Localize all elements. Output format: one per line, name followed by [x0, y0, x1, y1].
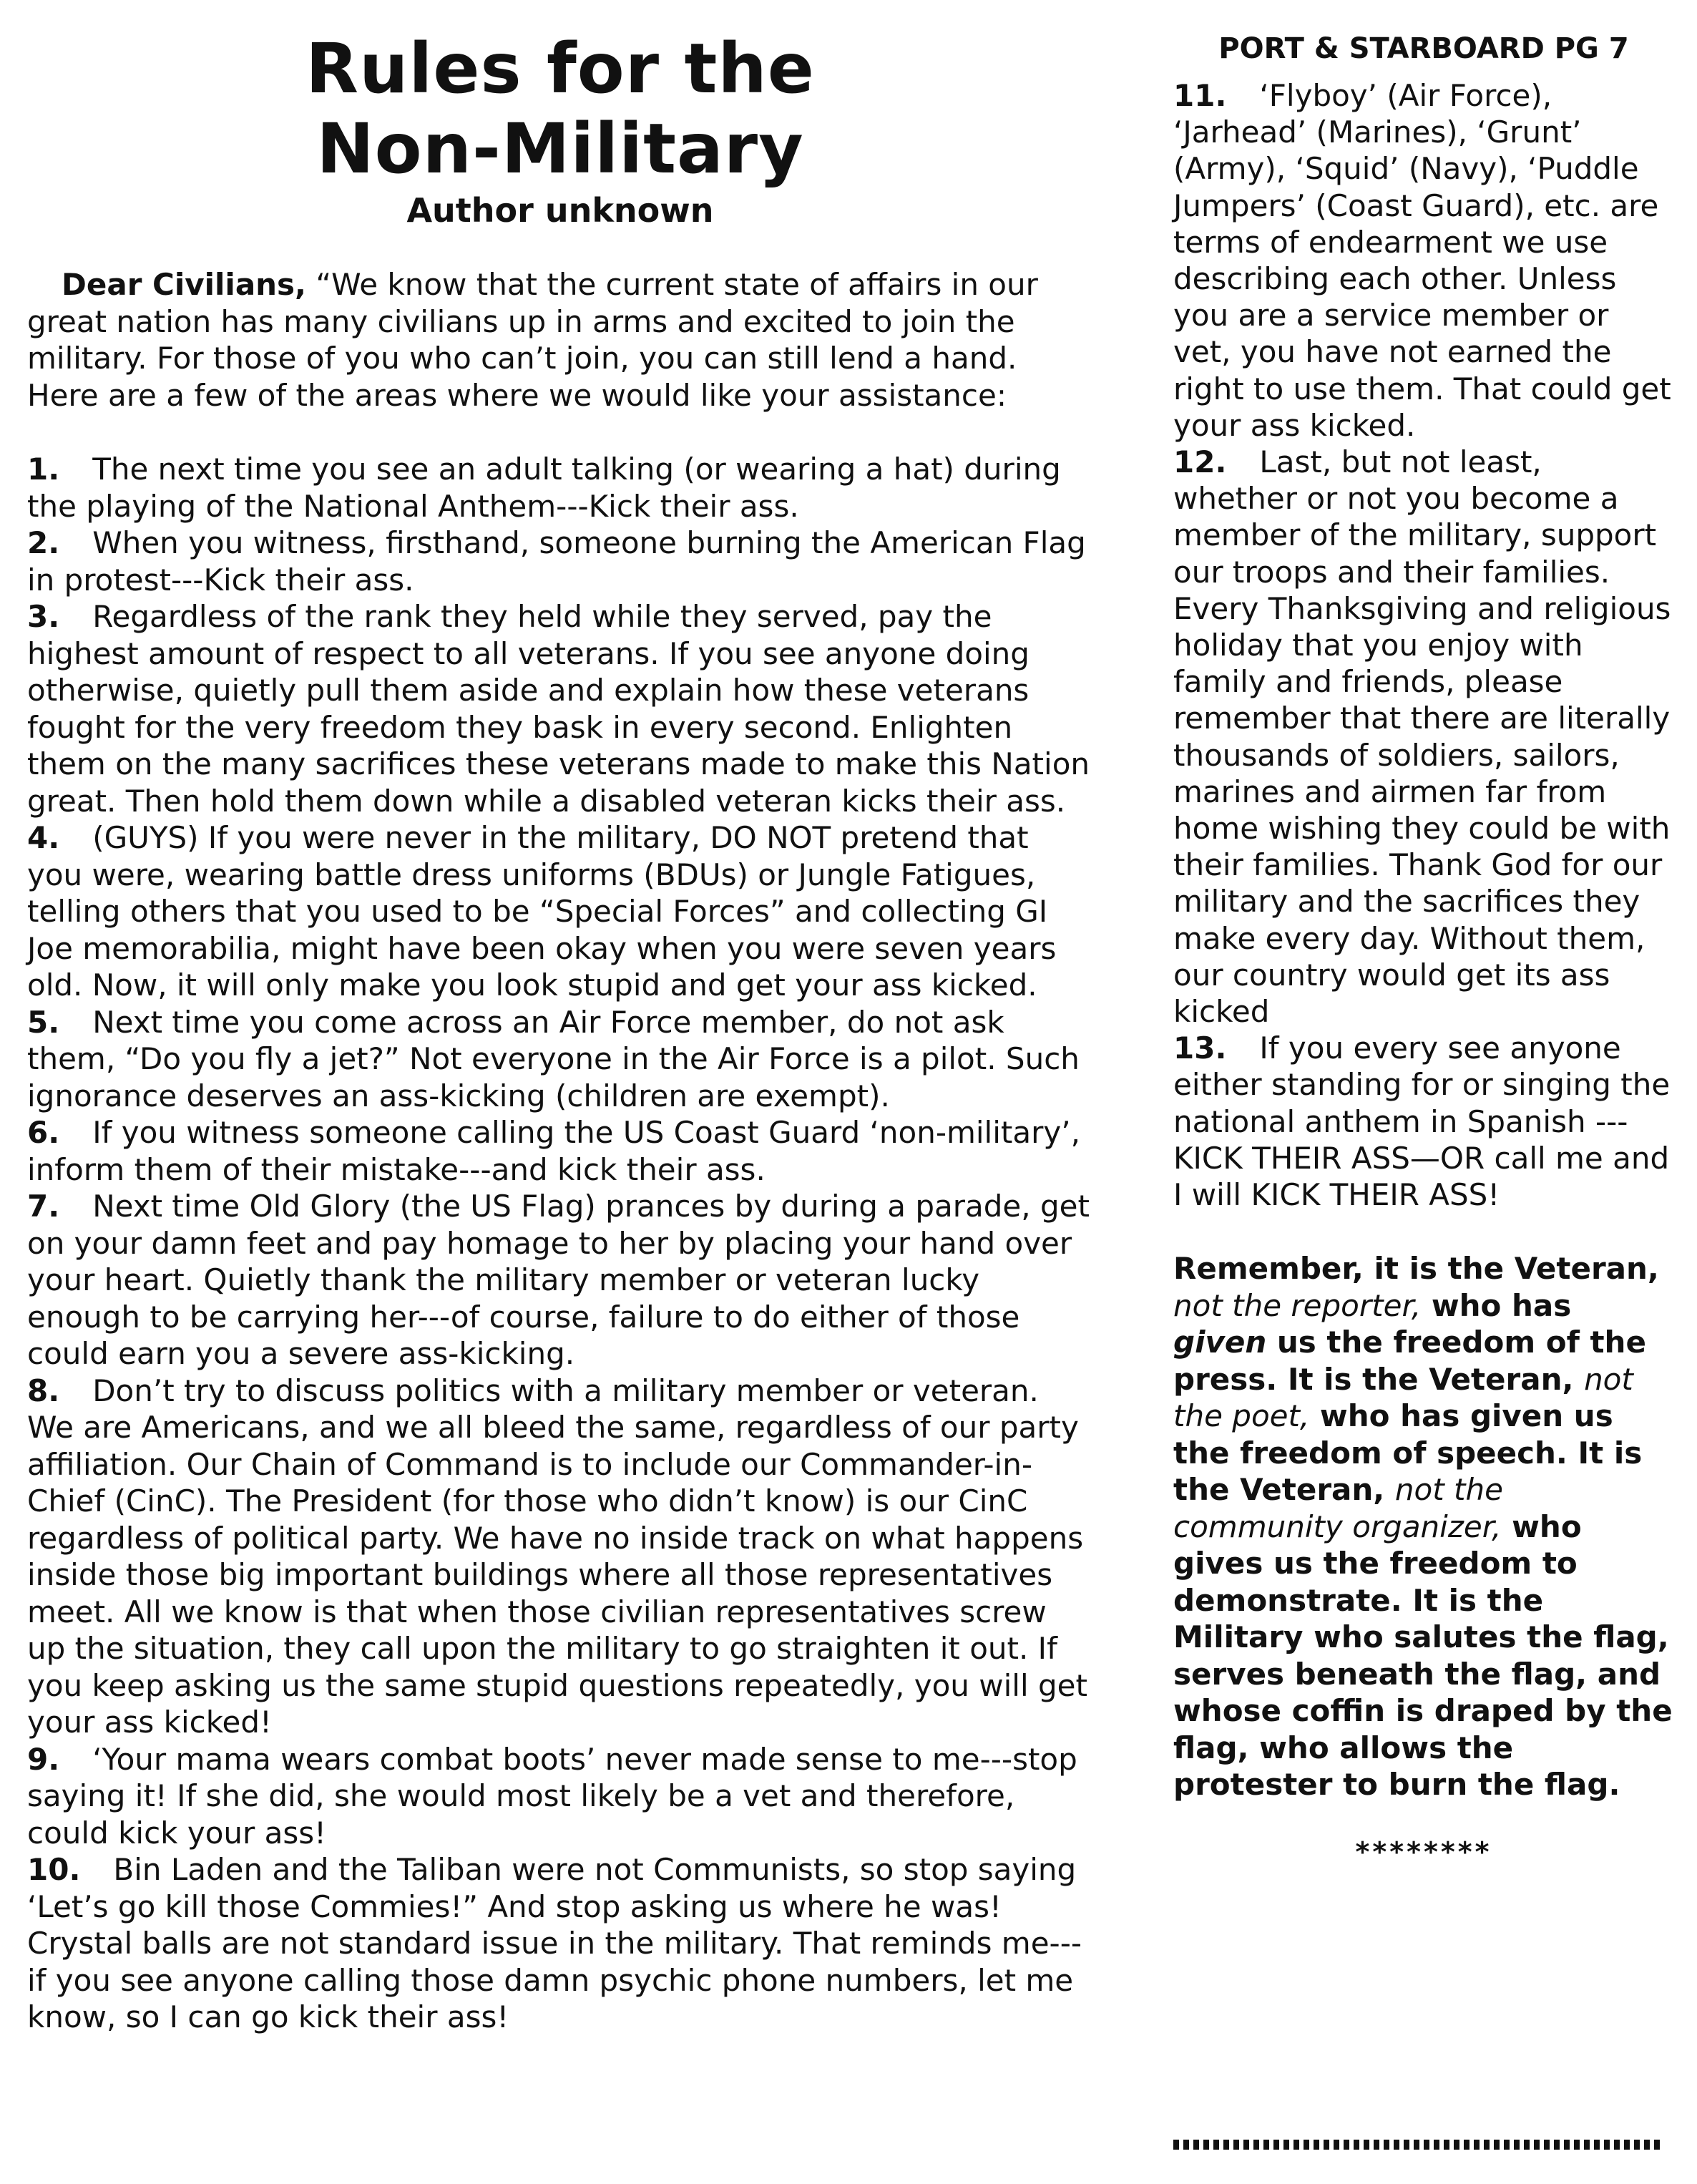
item-text: ‘Flyboy’ (Air Force), ‘Jarhead’ (Marines), ‘Grunt’ (Army), ‘Squid’ (Navy), ‘Puddle Jumpers’ (Coast Guard), etc. are terms of endearment we use describing each other. Unless you are a service member or vet, you have not earned the right to use them. That could get your ass kicked.: [1173, 78, 1671, 443]
remember-text: who has given us the freedom of speech. It is the Veteran,: [1173, 1398, 1643, 1508]
list-item: [1173, 77, 1674, 444]
remember-text: who has: [1431, 1287, 1572, 1323]
item-number: 5.: [27, 1004, 60, 1040]
item-text: Next time Old Glory (the US Flag) prances by during a parade, get on your damn feet and pay homage to her by placing your hand over your heart. Quietly thank the military member or veteran lucky enough to be carrying her---of course, failure to do either of those could earn you a severe ass-kicking.: [27, 1189, 1090, 1371]
list-item: [27, 525, 1093, 598]
item-number: 4.: [27, 820, 60, 855]
remember-emphasis: not the community organizer,: [1173, 1472, 1503, 1544]
list-item: [27, 1373, 1093, 1741]
item-number: 8.: [27, 1373, 60, 1408]
item-text: Don’t try to discuss politics with a military member or veteran. We are Americans, and we all bleed the same, regardless of our party affiliation. Our Chain of Command is to include our Commander-in-Chief (CinC). The President (for those who didn’t know) is our CinC regardless of political party. We have no inside track on what happens inside those big important buildings where all those representatives meet. All we know is that when those civilian representatives screw up the situation, they call upon the military to go straighten it out. If you keep asking us the same stupid questions repeatedly, you will get your ass kicked!: [27, 1373, 1087, 1740]
right-column: [1173, 29, 1674, 1895]
article-title: [27, 29, 1093, 189]
item-text: If you every see anyone either standing for or singing the national anthem in Spanish ---KICK THEIR ASS—OR call me and I will KICK THEIR ASS!: [1173, 1030, 1671, 1213]
item-number: 12.: [1173, 444, 1227, 480]
list-item: [27, 819, 1093, 1004]
list-item: [27, 1188, 1093, 1373]
remember-text: us the freedom of the press. It is the Veteran,: [1173, 1325, 1646, 1397]
title-line-2: Non-Military: [316, 109, 804, 189]
item-text: Bin Laden and the Taliban were not Communists, so stop saying ‘Let’s go kill those Commies!” And stop asking us where he was! Crystal balls are not standard issue in the military. That reminds me---if you see anyone calling those damn psychic phone numbers, let me know, so I can go kick their ass!: [27, 1852, 1082, 2034]
item-number: 7.: [27, 1189, 60, 1224]
intro-text: “We know that the current state of affairs in our great nation has many civilians up in arms and excited to join the military. For those of you who can’t join, you can still lend a hand. Here are a few of the areas where we would like your assistance:: [27, 267, 1038, 413]
item-number: 3.: [27, 599, 60, 634]
article-column: [27, 29, 1093, 2036]
page-header: PORT & STARBOARD PG 7: [1218, 32, 1629, 65]
item-text: The next time you see an adult talking (or wearing a hat) during the playing of the National Anthem---Kick their ass.: [27, 452, 1061, 524]
list-item: [27, 598, 1093, 819]
item-text: Regardless of the rank they held while they served, pay the highest amount of respect to all veterans. If you see anyone doing otherwise, quietly pull them aside and explain how these veterans fought for the very freedom they bask in every second. Enlighten them on the many sacrifices these veterans made to make this Nation great. Then hold them down while a disabled veteran kicks their ass.: [27, 599, 1090, 819]
remember-emphasis: not the poet,: [1173, 1361, 1633, 1434]
item-number: 13.: [1173, 1030, 1227, 1066]
rules-list: [27, 451, 1093, 2036]
list-item: [1173, 1030, 1674, 1213]
remember-text: Remember, it is the Veteran,: [1173, 1251, 1659, 1287]
list-item: [27, 451, 1093, 525]
title-line-1: Rules for the: [305, 29, 815, 109]
item-number: 1.: [27, 452, 60, 487]
item-text: ‘Your mama wears combat boots’ never made sense to me---stop saying it! If she did, she would most likely be a vet and therefore, could kick your ass!: [27, 1741, 1077, 1851]
item-text: When you witness, firsthand, someone burning the American Flag in protest---Kick their ass.: [27, 525, 1086, 598]
remember-paragraph: [1173, 1250, 1674, 1803]
list-item: [1173, 444, 1674, 1030]
list-item: [27, 1004, 1093, 1115]
rules-list-continued: [1173, 77, 1674, 1213]
item-text: (GUYS) If you were never in the military, DO NOT pretend that you were, wearing battle dress uniforms (BDUs) or Jungle Fatigues, telling others that you used to be “Special Forces” and collecting GI Joe memorabilia, might have been okay when you were seven years old. Now, it will only make you look stupid and get your ass kicked.: [27, 820, 1057, 1003]
list-item: [27, 1851, 1093, 2036]
article-intro: [27, 266, 1093, 414]
greeting: Dear Civilians,: [62, 267, 307, 302]
dotted-divider: [1173, 2140, 1660, 2150]
item-number: 11.: [1173, 78, 1227, 113]
article-author: Author unknown: [406, 191, 714, 230]
remember-text: who gives us the freedom to demonstrate. It is the Military who salutes the flag, serves beneath the flag, and whose coffin is draped by the flag, who allows the protester to burn the flag.: [1173, 1508, 1673, 1803]
remember-emphasis: not the reporter,: [1173, 1287, 1422, 1323]
item-number: 9.: [27, 1741, 60, 1777]
remember-emphasis: given: [1173, 1325, 1267, 1360]
item-text: If you witness someone calling the US Coast Guard ‘non-military’, inform them of their mistake---and kick their ass.: [27, 1115, 1080, 1187]
item-number: 2.: [27, 525, 60, 560]
list-item: [27, 1114, 1093, 1188]
item-text: Next time you come across an Air Force member, do not ask them, “Do you fly a jet?” Not everyone in the Air Force is a pilot. Such ignorance deserves an ass-kicking (children are exempt).: [27, 1004, 1080, 1113]
item-number: 6.: [27, 1115, 60, 1150]
item-text: Last, but not least, whether or not you become a member of the military, support our troops and their families. Every Thanksgiving and religious holiday that you enjoy with family and friends, please remember that there are literally thousands of soldiers, sailors, marines and airmen far from home wishing they could be with their families. Thank God for our military and the sacrifices they make every day. Without them, our country would get its ass kicked: [1173, 444, 1671, 1030]
list-item: [27, 1741, 1093, 1852]
item-number: 10.: [27, 1852, 81, 1887]
section-divider-stars: ********: [1355, 1836, 1492, 1868]
